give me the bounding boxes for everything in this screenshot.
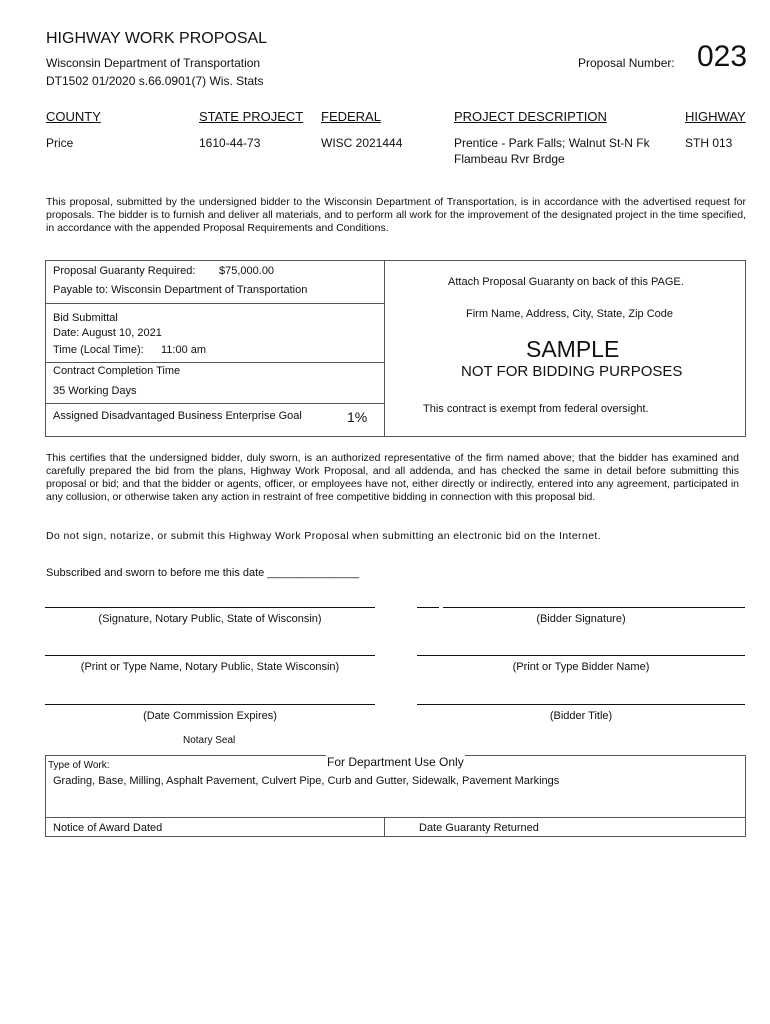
certification-paragraph: This certifies that the undersigned bidder, duly sworn, is an authorized representative of the firm named above; that the bidder has examined and carefully prepared the bid from the plans, Highway Work Proposal, and all addenda, and has checked the same in detail before submitting this proposal or bid; and that the bidder or agents, officer, or employees have not, either directly or indirectly, entered into any agreement, participated in any collusion, or otherwise taken any action in restraint of free competitive bidding in connection with this proposal bid.	[46, 452, 739, 503]
divider	[45, 817, 746, 818]
bidder-name-caption: (Print or Type Bidder Name)	[512, 661, 650, 673]
guaranty-required-label: Proposal Guaranty Required:	[53, 265, 196, 277]
department-name: Wisconsin Department of Transportation	[46, 56, 261, 70]
bidder-name-line	[417, 655, 745, 656]
completion-time-label: Contract Completion Time	[53, 365, 181, 377]
bid-submittal-label: Bid Submittal	[53, 312, 118, 324]
guaranty-amount: $75,000.00	[219, 265, 275, 277]
bidder-signature-line	[443, 607, 745, 608]
federal-exempt-note: This contract is exempt from federal oversight.	[423, 403, 649, 415]
type-of-work-label: Type of Work:	[48, 760, 110, 771]
firm-name-label: Firm Name, Address, City, State, Zip Code	[466, 308, 674, 320]
bid-date: Date: August 10, 2021	[53, 327, 162, 339]
project-description-header: PROJECT DESCRIPTION	[454, 109, 607, 124]
type-of-work-value: Grading, Base, Milling, Asphalt Pavement, Culvert Pipe, Curb and Gutter, Sidewalk, Pavement Markings	[53, 775, 560, 787]
intro-paragraph: This proposal, submitted by the undersigned bidder to the Wisconsin Department of Transportation, is in accordance with the advertised request for proposals. The bidder is to furnish and deliver all materials, and to perform all work for the improvement of the designated project in the time specified, in accordance with the appended Proposal Requirements and Conditions.	[46, 196, 746, 234]
project-description-line1: Prentice - Park Falls; Walnut St-N Fk	[454, 136, 650, 150]
state-project-header: STATE PROJECT	[199, 109, 304, 124]
payable-to: Payable to: Wisconsin Department of Transportation	[53, 284, 308, 296]
bidder-title-caption: (Bidder Title)	[549, 710, 613, 722]
notary-signature-caption: (Signature, Notary Public, State of Wisconsin)	[98, 613, 322, 625]
bidder-title-line	[417, 704, 745, 705]
guaranty-returned-label: Date Guaranty Returned	[419, 822, 539, 834]
bid-time-label: Time (Local Time):	[53, 344, 144, 356]
department-use-heading: For Department Use Only	[327, 755, 464, 769]
project-description-line2: Flambeau Rvr Brdge	[454, 152, 565, 166]
attach-guaranty-note: Attach Proposal Guaranty on back of this PAGE.	[448, 276, 684, 288]
notice-of-award-label: Notice of Award Dated	[53, 822, 163, 834]
county-header: COUNTY	[46, 109, 101, 124]
notary-name-caption: (Print or Type Name, Notary Public, State Wisconsin)	[80, 661, 340, 673]
notary-seal-label: Notary Seal	[183, 735, 236, 746]
dbe-goal-value: 1%	[347, 409, 368, 425]
highway-header: HIGHWAY	[685, 109, 746, 124]
proposal-number: 023	[697, 40, 748, 73]
completion-time-value: 35 Working Days	[53, 385, 137, 397]
divider	[384, 304, 385, 437]
state-project-value: 1610-44-73	[199, 136, 261, 150]
federal-value: WISC 2021444	[321, 136, 403, 150]
commission-expires-line	[45, 704, 375, 705]
divider	[384, 817, 385, 837]
divider	[45, 362, 385, 363]
commission-expires-caption: (Date Commission Expires)	[143, 710, 277, 722]
notary-signature-line	[45, 607, 375, 608]
dbe-goal-label: Assigned Disadvantaged Business Enterprise Goal	[53, 410, 302, 422]
county-value: Price	[46, 136, 74, 150]
subscribed-sworn-line: Subscribed and sworn to before me this date _______________	[46, 567, 360, 579]
electronic-bid-warning: Do not sign, notarize, or submit this Highway Work Proposal when submitting an electronic bid on the Internet.	[46, 530, 602, 542]
proposal-number-label: Proposal Number:	[578, 56, 675, 70]
bid-time-value: 11:00 am	[161, 344, 207, 356]
divider	[45, 403, 385, 404]
bidder-signature-line-left	[417, 607, 439, 608]
bidder-signature-caption: (Bidder Signature)	[536, 613, 626, 625]
form-id: DT1502 01/2020 s.66.0901(7) Wis. Stats	[46, 74, 264, 88]
notary-name-line	[45, 655, 375, 656]
federal-header: FEDERAL	[321, 109, 381, 124]
sample-watermark: SAMPLE	[526, 336, 620, 362]
page-title: HIGHWAY WORK PROPOSAL	[46, 30, 268, 47]
not-for-bidding-note: NOT FOR BIDDING PURPOSES	[461, 363, 683, 380]
highway-value: STH 013	[685, 136, 733, 150]
